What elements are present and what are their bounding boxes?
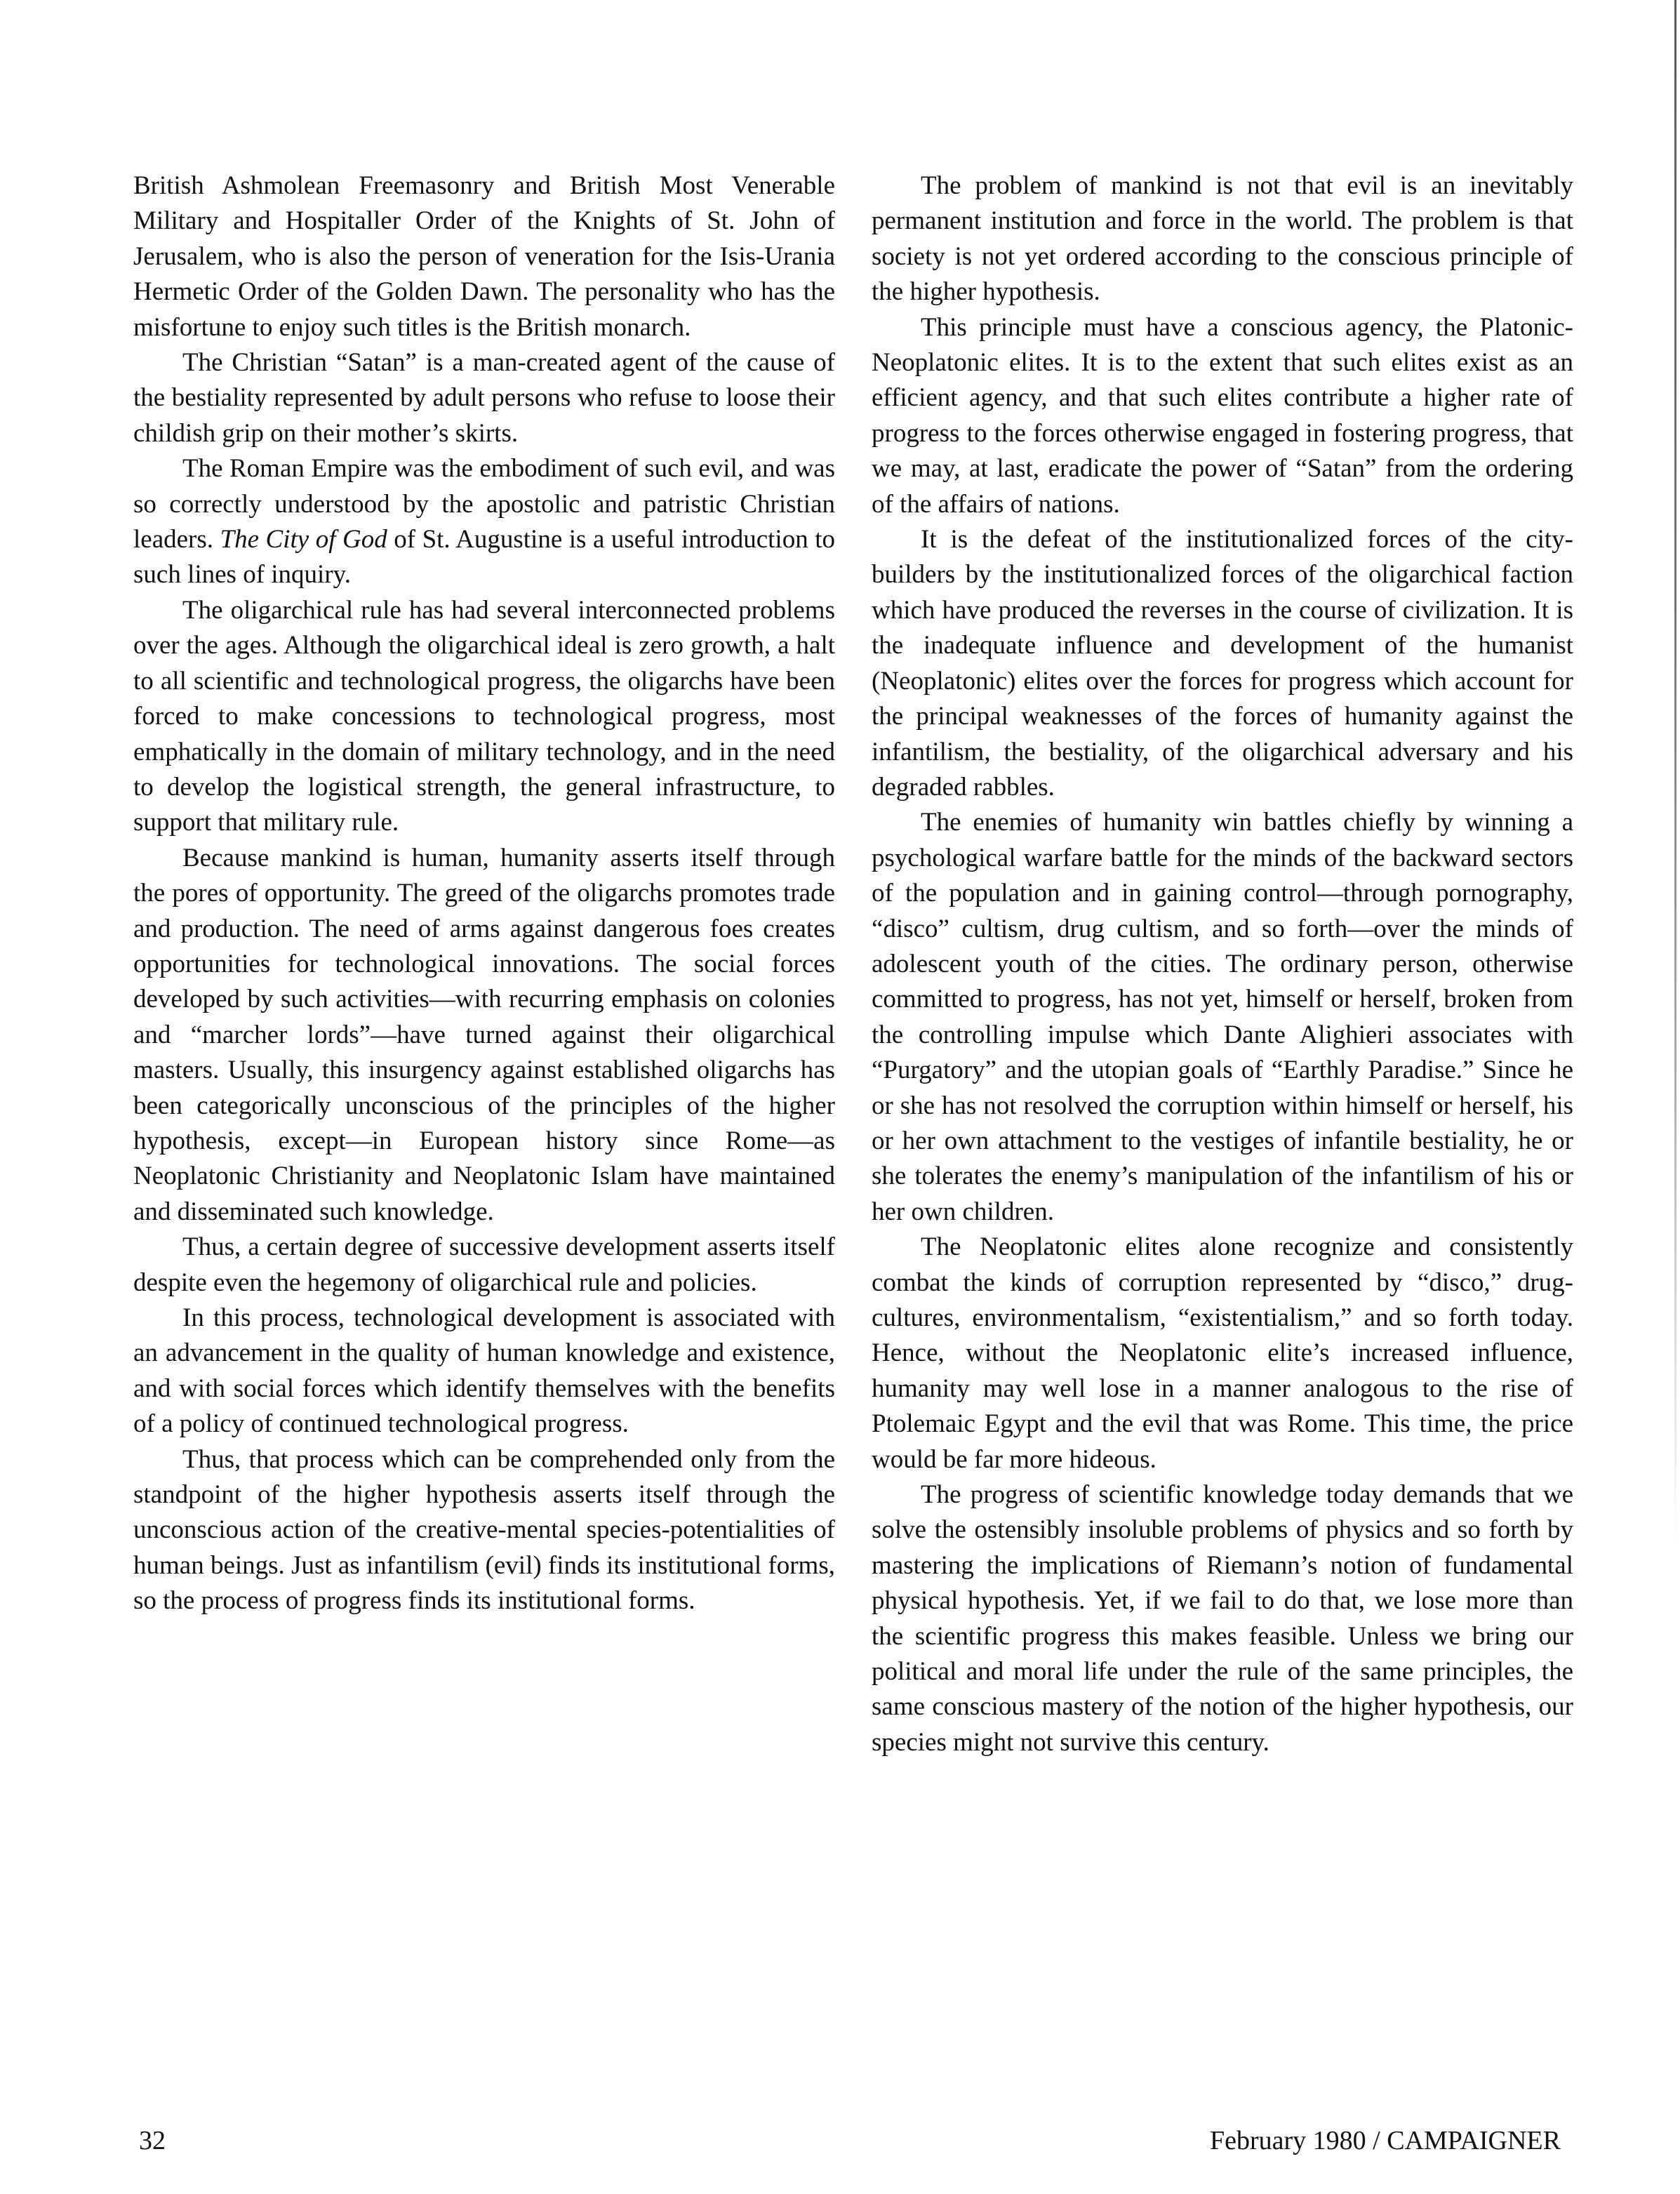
body-paragraph: This principle must have a conscious agency, the Platonic-Neoplatonic elites. It is to the extent that such elites exist as an efficient agency, and that such elites contribute a higher rate of progress to the forces otherwise engaged in fostering progress, that we may, at last, eradicate the power of “Satan” from the ordering of the affairs of nations. bbox=[872, 312, 1573, 519]
body-paragraph: The Christian “Satan” is a man-created agent of the cause of the bestiality represented by adult persons who refuse to loose their childish grip on their mother’s skirts. bbox=[133, 348, 835, 448]
paragraph-text: of St. Augustine is a useful introduction to such lines of inquiry. bbox=[133, 525, 835, 590]
paragraph-text: The Roman Empire was the embodiment of such evil, and was so correctly understood by the apostolic and patristic Christian leaders. bbox=[133, 454, 835, 554]
scan-edge-line bbox=[1674, 0, 1676, 1544]
body-paragraph: Because mankind is human, humanity asserts itself through the pores of opportunity. The greed of the oligarchs promotes trade and production. The need of arms against dangerous foes creates opportunities for technological innovations. The social forces developed by such activities—with recurring emphasis on colonies and “marcher lords”—have turned against their oligarchical masters. Usually, this insurgency against established oligarchs has been categorically unconscious of the principles of the higher hypothesis, except—in European history since Rome—as Neoplatonic Christianity and Neoplatonic Islam have maintained and disseminated such knowledge. bbox=[133, 843, 835, 1226]
body-paragraph: Thus, that process which can be comprehended only from the standpoint of the higher hypothesis asserts itself through the unconscious action of the creative-mental species-potentialities of human beings. Just as infantilism (evil) finds its institutional forms, so the process of progress finds its institutional forms. bbox=[133, 1444, 835, 1616]
body-paragraph: British Ashmolean Freemasonry and British Most Venerable Military and Hospitaller Order of the Knights of St. John of Jerusalem, who is also the person of veneration for the Isis-Urania Hermetic Order of the Golden Dawn. The personality who has the misfortune to enjoy such titles is the British monarch. bbox=[133, 171, 835, 342]
book-title: The City of God bbox=[220, 525, 387, 554]
body-paragraph: The progress of scientific knowledge today demands that we solve the ostensibly insoluble problems of physics and so forth by mastering the implications of Riemann’s notion of fundamental physical hypothesis. Yet, if we fail to do that, we lose more than the scientific progress this makes feasible. Unless we bring our political and moral life under the rule of the same principles, the same conscious mastery of the notion of the higher hypothesis, our species might not survive this century. bbox=[872, 1480, 1573, 1757]
body-paragraph: The oligarchical rule has had several interconnected problems over the ages. Although the oligarchical ideal is zero growth, a halt to all scientific and technological progress, the oligarchs have been forced to make concessions to technological progress, most emphatically in the domain of military technology, and in the need to develop the logistical strength, the general infrastructure, to support that military rule. bbox=[133, 595, 835, 837]
body-paragraph: It is the defeat of the institutionalized forces of the city-builders by the institutionalized forces of the oligarchical faction which have produced the reverses in the course of civilization. It is the inadequate influence and development of the humanist (Neoplatonic) elites over the forces for progress which account for the principal weaknesses of the forces of humanity against the infantilism, the bestiality, of the oligarchical adversary and his degraded rabbles. bbox=[872, 525, 1573, 802]
body-paragraph: The Neoplatonic elites alone recognize and consistently combat the kinds of corruption represented by “disco,” drug-cultures, environmentalism, “existentialism,” and so forth today. Hence, without the Neoplatonic elite’s increased influence, humanity may well lose in a manner analogous to the rise of Ptolemaic Egypt and the evil that was Rome. This time, the price would be far more hideous. bbox=[872, 1232, 1573, 1474]
publication-masthead: February 1980 / CAMPAIGNER bbox=[1210, 2126, 1561, 2155]
body-paragraph: The problem of mankind is not that evil is an inevitably permanent institution and force in the world. The problem is that society is not yet ordered according to the conscious principle of the higher hypothesis. bbox=[872, 171, 1573, 307]
left-text-column bbox=[133, 168, 835, 1619]
body-paragraph: In this process, technological development is associated with an advancement in the quality of human knowledge and existence, and with social forces which identify themselves with the benefits of a policy of continued technological progress. bbox=[133, 1303, 835, 1439]
page-number: 32 bbox=[139, 2126, 166, 2155]
right-text-column bbox=[872, 168, 1573, 1760]
body-paragraph: The enemies of humanity win battles chiefly by winning a psychological warfare battle for the minds of the backward sectors of the population and in gaining control—through pornography, “disco” cultism, drug cultism, and so forth—over the minds of adolescent youth of the cities. The ordinary person, otherwise committed to progress, has not yet, himself or herself, broken from the controlling impulse which Dante Alighieri associates with “Purgatory” and the utopian goals of “Earthly Paradise.” Since he or she has not resolved the corruption within himself or herself, his or her own attachment to the vestiges of infantile bestiality, he or she tolerates the enemy’s manipulation of the infantilism of his or her own children. bbox=[872, 808, 1573, 1226]
body-paragraph-roman-empire bbox=[133, 451, 835, 593]
body-paragraph: Thus, a certain degree of successive development asserts itself despite even the hegemony of oligarchical rule and policies. bbox=[133, 1232, 835, 1297]
